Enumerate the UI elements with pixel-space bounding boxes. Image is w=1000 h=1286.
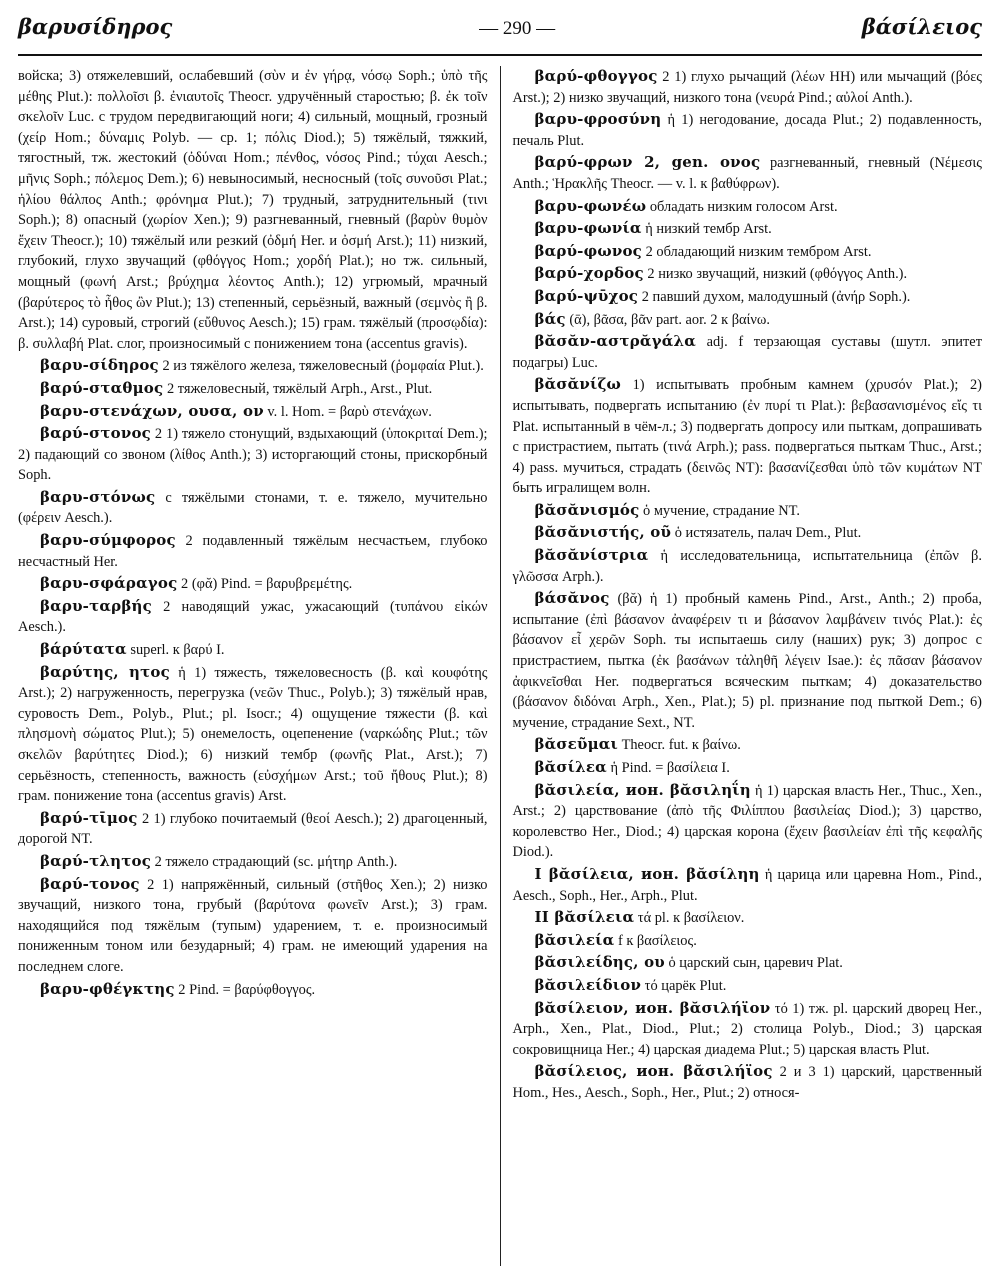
entry-definition: ἡ 1) царская власть Her., Thuc., Xen., Arst.; 2) царствование (ἀπὸ τῆς Φιλίππου βασιλείας Diod.); 3) царство, королевство Her., Diod.; 4) царская корона (ἔχειν βασιλείαν ἐπὶ τῆς κεφαλῆς Diod.).: [512, 782, 982, 861]
dictionary-entry: [18, 487, 488, 529]
entry-headword: II βᾰσίλεια: [534, 908, 635, 927]
dictionary-entry: [18, 401, 488, 423]
entry-definition: (ᾱ), βᾶσα, βᾶν part. aor. 2 к βαίνω.: [565, 311, 771, 328]
entry-headword: βαρύτης, ητος: [40, 662, 170, 681]
dictionary-entry: [512, 864, 982, 906]
dictionary-entry: [512, 309, 982, 331]
entry-headword: βᾰσᾰνισμός: [534, 500, 640, 519]
entry-definition: (βᾰ) ἡ 1) пробный камень Pind., Arst., Anth.; 2) проба, испытание (ἐπὶ βάσανον ἀναφέρειν τι и βάσανον λαμβάνειν τινός Plat.): ἐς βάσανον εἶ χερῶν Soph. ты испытаешь силу (наших) рук; 3) допрос с пристрастием, пытка (ἐκ βασάνων τἀληθῆ λέγειν Isae.): ἐς πᾶσαν βάσανον ἀφικνεῖσθαι Her. подвергаться всяческим пыткам; 4) доказательство (βάσανον διδόναι Arph., Xen., Plat.); 5) pl. признание под пыткой Dem.; 6) мучение, страдание Sext., NT.: [512, 591, 982, 731]
dictionary-entry: [512, 109, 982, 151]
dictionary-entry: [512, 500, 982, 522]
entry-headword: βαρυ-φροσύνη: [534, 110, 662, 129]
dictionary-entry: [18, 662, 488, 807]
entry-headword: βᾰσιλεία, ион. βᾰσιληΐη: [534, 780, 751, 799]
dictionary-entry: [18, 530, 488, 572]
entry-headword: βαρυ-σύμφορος: [40, 531, 176, 550]
entry-definition: 2 1) напряжённый, сильный (στῆθος Xen.); 2) низко звучащий, низкого тона, грубый (βαρύτονα φωνεῖν Arst.); 3) грам. находящийся под тяжёлым (тупым) ударением, т. е. произносимый пониженным тоном или безударный; 4) грам. не имеющий ударения на последнем слоге.: [18, 876, 488, 975]
entry-headword: βᾰσᾰνιστής, οῦ: [534, 523, 672, 542]
entry-definition: войска; 3) отяжелевший, ослабевший (σὺν и ἐν γήρᾳ, νόσῳ Soph.; ὑπὸ τῆς μέθης Plut.): πολλοῖσι β. ἐνιαυτοῖς Theocr. удручённый старостью; β. ἐκ τοῖν σκελοῖν Luc. с трудом передвигающий ноги; 4) сильный, мощный, грозный (χείρ Hom.; δύναμις Polyb. — ср. 1; πόλις Diod.); 5) тяжёлый, тяжкий, тягостный, тж. жестокий (ὀδύναι Hom.; πένθος, νόσος Pind.; τύχαι Aesch.; μῆνις Soph.; πόλεμος Dem.); 6) невыносимый, несносный (τοῖς συνοῦσι Plat.; ἡλίου θάλπος Anth.; φρόνημα Plut.); 7) трудный, затруднительный (τινι Soph.); 8) опасный (χωρίον Xen.); 9) разгневанный, гневный (βαρὺν θυμὸν ἔχειν Theocr.); 10) тяжёлый или резкий (ὀδμή Her. и ὀσμή Arst.); 11) низкий, глубокий, глухо звучащий (φθόγγος Hom.; χορδή Plat.); но тж. сильный, мощный (φωνή Arst.; βρύχημα λέοντος Anth.); 12) угрюмый, мрачный (βαρύτερος τὸ ἦθος ὢν Plut.); 13) степенный, серьёзный, важный (σεμνὸς ἢ β. Arst.); 14) суровый, строгий (εὔθυνος Aesch.); 15) грам. тяжёлый (προσῳδία): β. συλλαβή Plat. слог, произносимый с понижением тона (accentus gravis).: [18, 68, 488, 352]
entry-definition: 2 1) глубоко почитаемый (θεοί Aesch.); 2) драгоценный, дорогой NT.: [18, 810, 488, 848]
dictionary-entry: [512, 263, 982, 285]
dictionary-entry: [512, 66, 982, 108]
entry-definition: τά pl. к βασίλειον.: [634, 910, 745, 927]
entry-headword: βαρύ-τῑμος: [40, 808, 138, 827]
dictionary-entry: [18, 874, 488, 978]
entry-headword: βαρύ-σταθμος: [40, 378, 164, 397]
dictionary-entry: [512, 734, 982, 756]
dictionary-entry: [18, 66, 488, 354]
entry-headword: βᾰσᾰν-αστρᾰγάλα: [534, 332, 696, 351]
dictionary-entry: [18, 378, 488, 400]
dictionary-entry: [512, 952, 982, 974]
entry-definition: 2 (φᾰ) Pind. = βαρυβρεμέτης.: [177, 576, 353, 593]
entry-definition: 2 наводящий ужас, ужасающий (τυπάνου εἰκών Aesch.).: [18, 598, 488, 636]
entry-definition: 2 1) тяжело стонущий, вздыхающий (ὑποκριταί Dem.); 2) падающий со звоном (λίθος Anth.); 3) исторгающий стоны, прискорбный Soph.: [18, 426, 488, 484]
entry-definition: v. l. Hom. = βαρὺ στενάχων.: [263, 403, 432, 420]
left-column: [18, 66, 500, 1266]
entry-definition: с тяжёлыми стонами, т. е. тяжело, мучительно (φέρειν Aesch.).: [18, 489, 488, 527]
dictionary-entry: [512, 975, 982, 997]
entry-headword: βᾰσεῦμαι: [534, 735, 618, 754]
entry-definition: 2 павший духом, малодушный (ἀνήρ Soph.).: [638, 288, 911, 305]
dictionary-entry: [18, 808, 488, 850]
entry-definition: 2 обладающий низким тембром Arst.: [642, 243, 872, 260]
entry-headword: βαρυ-σφάραγος: [40, 574, 178, 593]
dictionary-entry: [512, 522, 982, 544]
entry-headword: βᾰσίλειον, ион. βᾰσιλήϊον: [534, 998, 771, 1017]
entry-headword: βᾰσίλειος, ион. βᾰσιλήϊος: [534, 1062, 773, 1081]
page-number: — 290 —: [479, 18, 556, 39]
dictionary-entry: [18, 851, 488, 873]
dictionary-entry: [512, 588, 982, 733]
entry-definition: τό 1) тж. pl. царский дворец Her., Arph., Xen., Plat., Diod., Plut.; 2) столица Polyb., Diod.; 3) царская сокровищница Her.; 4) царская диадема Plut.; 5) царская власть Plut.: [512, 1000, 982, 1058]
dictionary-entry: [18, 355, 488, 377]
entry-definition: 2 низко звучащий, низкий (φθόγγος Anth.).: [643, 266, 908, 283]
dictionary-entry: [512, 331, 982, 373]
dictionary-entry: [512, 930, 982, 952]
entry-headword: βᾰσιλείδιον: [534, 975, 642, 994]
entry-definition: 2 тяжеловесный, тяжёлый Arph., Arst., Plut.: [163, 380, 433, 397]
header-rule: [18, 54, 982, 56]
entry-headword: βαρύ-ψῡχος: [534, 286, 639, 305]
dictionary-entry: [512, 780, 982, 863]
entry-headword: βαρύ-τονος: [40, 874, 140, 893]
entry-definition: разгневанный, гневный (Νέμεσις Anth.; Ἡρακλῆς Theocr. — v. l. к βαθύφρων).: [512, 155, 982, 192]
entry-definition: 2 подавленный тяжёлым несчастьем, глубоко несчастный Her.: [18, 533, 488, 570]
entry-headword: βαρύ-τλητος: [40, 851, 152, 870]
page-header: [18, 14, 982, 54]
dictionary-entry: [512, 907, 982, 929]
dictionary-entry: [18, 573, 488, 595]
entry-definition: 2 Pind. = βαρύφθογγος.: [174, 981, 316, 998]
entry-definition: ἡ Pind. = βασίλεια I.: [606, 760, 730, 776]
entry-definition: ἡ исследовательница, испытательница (ἐπῶν β. γλῶσσα Arph.).: [512, 548, 982, 585]
entry-headword: βαρύ-φθογγος: [534, 67, 658, 85]
dictionary-entry: [512, 374, 982, 499]
dictionary-entry: [512, 218, 982, 240]
entry-headword: βαρύ-χορδος: [534, 264, 644, 283]
entry-headword: βαρυ-στόνως: [40, 487, 156, 506]
entry-definition: τό царёк Plut.: [641, 977, 727, 994]
entry-headword: βαρυ-φωνία: [534, 219, 642, 238]
entry-headword: βάς: [534, 309, 566, 328]
running-head-right: βάσίλειος: [861, 14, 982, 39]
entry-definition: 1) испытывать пробным камнем (χρυσόν Plat.); 2) испытывать, подвергать испытанию (ἐν πυρί τι Plat.): βεβασανισμένος εἴς τι Plat. испытанный в чём-л.; 3) подвергать допросу или пыткам, допрашивать с пристрастием, пытать (τινά Arph.); pass. подвергаться пыткам Thuc., Arst.; 4) pass. мучиться, страдать (δεινῶς NT): βασανίζεσθαι ὑπὸ τῶν κυμάτων NT быть игралищем волн.: [512, 377, 982, 497]
dictionary-entry: [512, 286, 982, 308]
entry-definition: ὁ мучение, страдание NT.: [639, 502, 800, 519]
entry-headword: βᾰσίλεα: [534, 758, 607, 776]
dictionary-entry: [512, 1061, 982, 1103]
dictionary-entry: [512, 545, 982, 587]
running-head-left: βαρυσίδηρος: [18, 14, 173, 39]
entry-definition: 2 тяжело страдающий (sc. μήτηρ Anth.).: [151, 853, 398, 870]
entry-definition: f к βασίλειος.: [614, 932, 697, 949]
entry-headword: βᾰσᾰνίστρια: [534, 546, 649, 565]
entry-headword: βᾰσᾰνίζω: [534, 375, 622, 394]
dictionary-entry: [512, 152, 982, 194]
dictionary-entry: [512, 757, 982, 779]
entry-headword: βαρυ-σίδηρος: [40, 356, 159, 375]
entry-definition: ἡ царица или царевна Hom., Pind., Aesch., Soph., Her., Arph., Plut.: [512, 866, 982, 904]
entry-headword: βάσᾰνος: [534, 589, 610, 608]
right-column: [500, 66, 982, 1266]
dictionary-entry: [18, 979, 488, 1001]
dictionary-entry: [512, 196, 982, 218]
dictionary-entry: [512, 998, 982, 1061]
entry-definition: 2 из тяжёлого железа, тяжеловесный (ῥομφαία Plut.).: [158, 358, 484, 375]
entry-headword: βαρυ-ταρβής: [40, 596, 152, 615]
dictionary-entry: [18, 423, 488, 486]
entry-headword: βᾰσιλεία: [534, 930, 615, 949]
entry-headword: βαρύ-φωνος: [534, 241, 642, 260]
dictionary-entry: [18, 596, 488, 638]
entry-definition: ἡ 1) тяжесть, тяжеловесность (β. καὶ κουφότης Arst.); 2) нагруженность, перегрузка (νεῶν Thuc., Polyb.); 3) тяжёлый нрав, суровость Dem., Polyb., Plut.; pl. Isocr.; 4) ощущение тяжести (β. καὶ πλησμονὴ σώματος Plut.); 5) онемелость, оцепенение (ναρκώδης Plut.; τῶν σκελῶν βαρύτητες Diod.); 6) низкий тембр (φωνῆς Plat., Arst.); 7) серьёзность, степенность, важность (εὐσχήμων Arst.; τοῦ ἤθους Plut.); 8) грам. понижение тона (accentus gravis) Arst.: [18, 664, 488, 805]
entry-definition: Theocr. fut. к βαίνω.: [617, 737, 741, 754]
entry-definition: ὁ истязатель, палач Dem., Plut.: [671, 525, 862, 542]
entry-headword: βαρύ-φρων 2, gen. ονος: [534, 153, 761, 172]
entry-headword: βαρυ-φθέγκτης: [40, 979, 175, 998]
entry-headword: βᾰσιλείδης, ου: [534, 953, 665, 972]
entry-definition: 2 1) глухо рычащий (λέων HH) или мычащий (βόες Arst.); 2) низко звучащий, низкого тона (νευρά Pind.; αὐλοί Anth.).: [512, 69, 982, 106]
entry-definition: adj. f терзающая суставы (шутл. эпитет подагры) Luc.: [512, 334, 982, 371]
columns: [18, 66, 982, 1266]
entry-definition: superl. к βαρύ I.: [126, 642, 225, 659]
entry-definition: ὁ царский сын, царевич Plat.: [664, 955, 843, 972]
entry-definition: 2 и 3 1) царский, царственный Hom., Hes., Aesch., Soph., Her., Plut.; 2) относя-: [512, 1064, 982, 1101]
entry-headword: βάρύτατα: [40, 640, 127, 659]
dictionary-entry: [512, 241, 982, 263]
dictionary-entry: [18, 639, 488, 661]
entry-headword: βαρυ-στενάχων, ουσα, ον: [40, 401, 264, 420]
entry-definition: ἡ 1) негодование, досада Plut.; 2) подавленность, печаль Plut.: [512, 112, 982, 149]
entry-headword: I βᾰσίλεια, ион. βᾰσίληη: [534, 864, 760, 883]
entry-headword: βαρύ-στονος: [40, 424, 152, 443]
entry-definition: ἡ низкий тембр Arst.: [641, 221, 772, 238]
entry-definition: обладать низким голосом Arst.: [646, 198, 838, 215]
entry-headword: βαρυ-φωνέω: [534, 196, 647, 215]
